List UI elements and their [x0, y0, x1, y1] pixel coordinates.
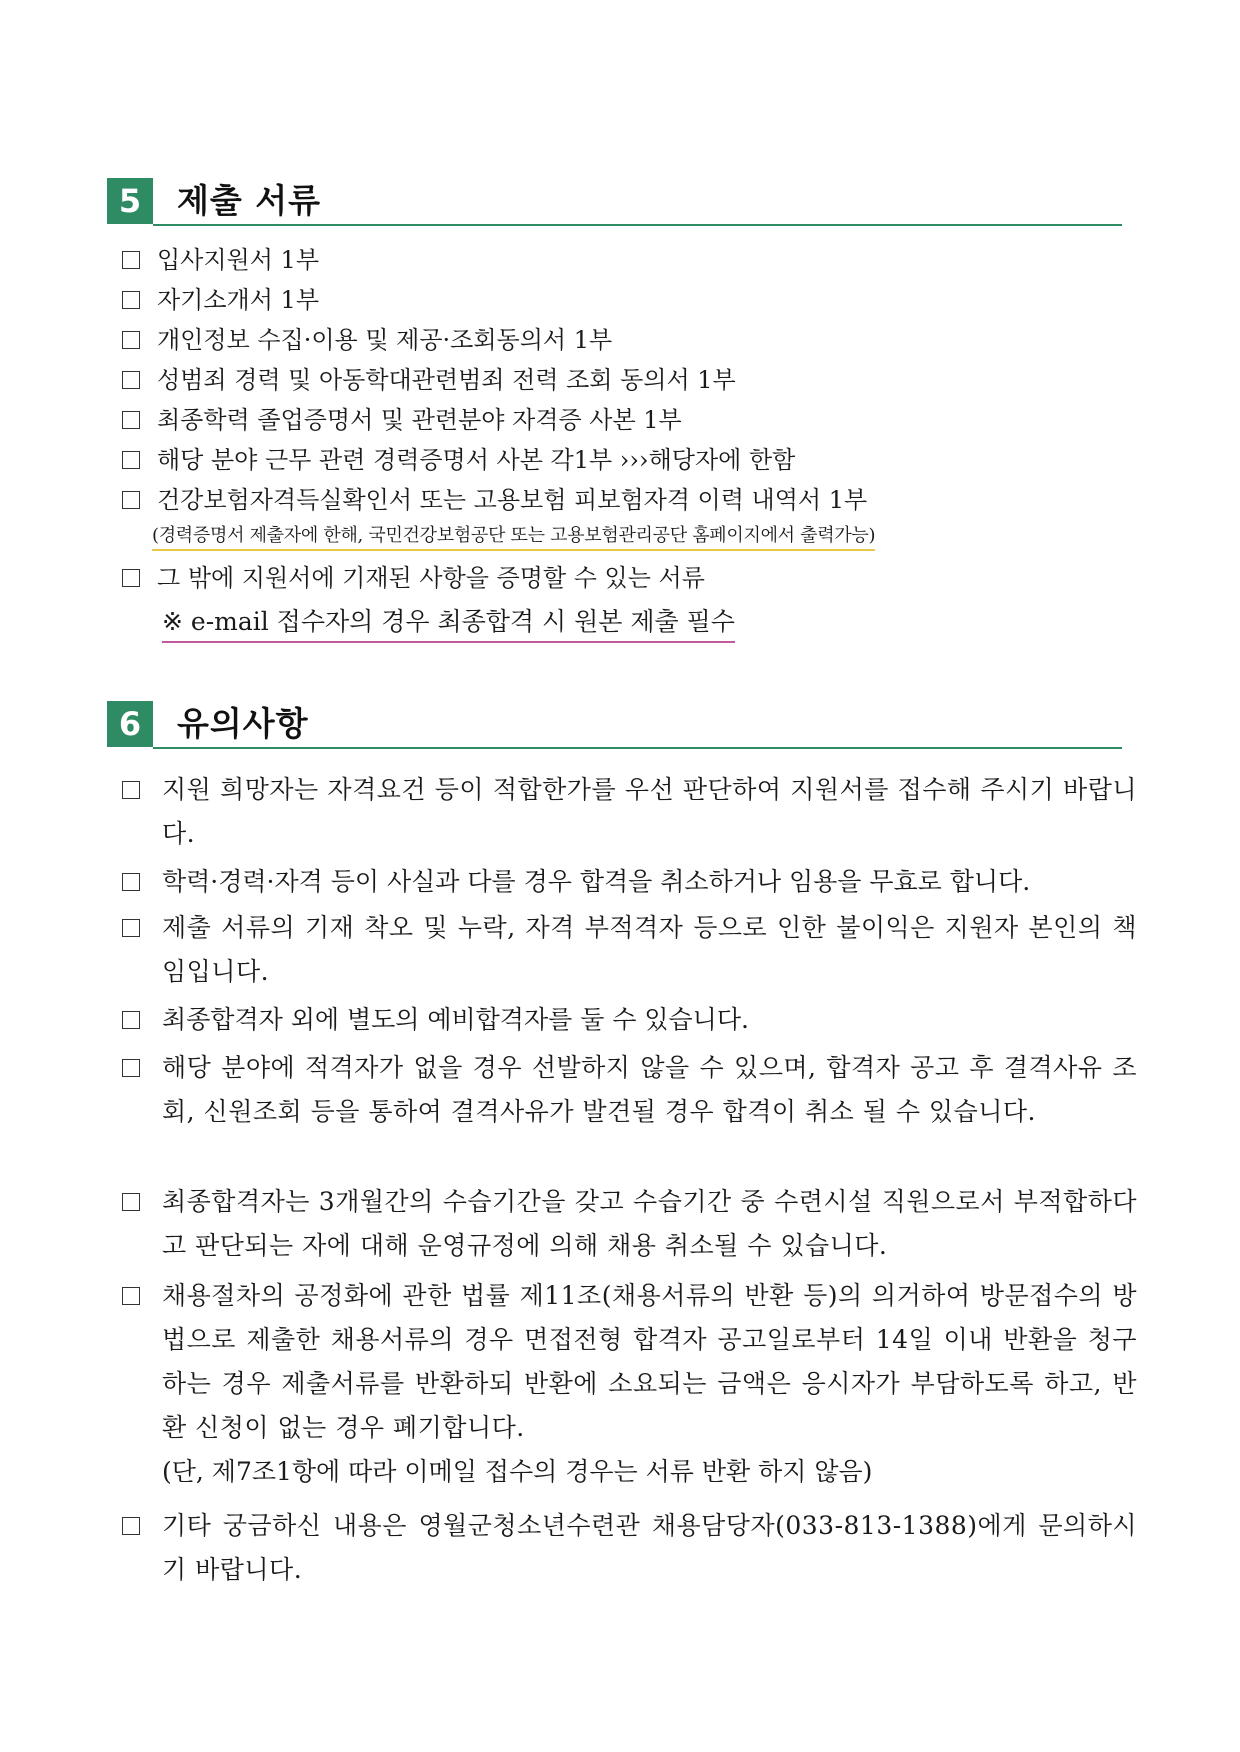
notice-item-6: 최종합격자는 3개월간의 수습기간을 갖고 수습기간 중 수련시설 직원으로서 부적합하다고 판단되는 자에 대해 운영규정에 의해 채용 취소될 수 있습니다.: [122, 1180, 1137, 1268]
checkbox-icon: [122, 1011, 140, 1029]
notice-item-2: 학력·경력·자격 등이 사실과 다를 경우 합격을 취소하거나 임용을 무효로 합니다.: [122, 860, 1137, 904]
email-requirement-note: ※ e-mail 접수자의 경우 최종합격 시 원본 제출 필수: [162, 605, 735, 643]
section-5-divider: [153, 224, 1122, 226]
notice-item-5: 해당 분야에 적격자가 없을 경우 선발하지 않을 수 있으며, 합격자 공고 후 결격사유 조회, 신원조회 등을 통하여 결격사유가 발견될 경우 합격이 취소 될 수 있습니다.: [122, 1046, 1137, 1134]
notice-item-7: 채용절차의 공정화에 관한 법률 제11조(채용서류의 반환 등)의 의거하여 방문접수의 방법으로 제출한 채용서류의 경우 면접전형 합격자 공고일로부터 14일 이내 반환을 청구하는 경우 제출서류를 반환하되 반환에 소요되는 금액은 응시자가 부담하도록 하고, 반환 신청이 없는 경우 폐기합니다. (단, 제7조1항에 따라 이메일 접수의 경우는 서류 반환 하지 않음): [122, 1274, 1137, 1494]
notice-item-8: 기타 궁금하신 내용은 영월군청소년수련관 채용담당자(033-813-1388)에게 문의하시기 바랍니다.: [122, 1504, 1137, 1592]
checkbox-icon: [122, 873, 140, 891]
checkbox-icon: [122, 451, 140, 469]
checkbox-icon: [122, 371, 140, 389]
checkbox-icon: [122, 1059, 140, 1077]
notice-item-3: 제출 서류의 기재 착오 및 누락, 자격 부적격자 등으로 인한 불이익은 지원자 본인의 책임입니다.: [122, 906, 1137, 994]
checkbox-icon: [122, 1517, 140, 1535]
checkbox-icon: [122, 1287, 140, 1305]
section-5-number: 5: [107, 178, 153, 224]
checkbox-icon: [122, 491, 140, 509]
document-note: (경력증명서 제출자에 한해, 국민건강보험공단 또는 고용보험관리공단 홈페이지에서 출력가능): [152, 524, 875, 551]
notice-item-4: 최종합격자 외에 별도의 예비합격자를 둘 수 있습니다.: [122, 998, 1137, 1042]
checkbox-icon: [122, 291, 140, 309]
notice-item-7-sub: (단, 제7조1항에 따라 이메일 접수의 경우는 서류 반환 하지 않음): [162, 1457, 873, 1486]
checkbox-icon: [122, 781, 140, 799]
section-6-header: [107, 701, 1122, 747]
checkbox-icon: [122, 411, 140, 429]
section-5-title: 제출 서류: [177, 181, 322, 220]
checkbox-icon: [122, 569, 140, 587]
checkbox-icon: [122, 251, 140, 269]
section-5-header: [107, 178, 1122, 224]
checkbox-icon: [122, 1193, 140, 1211]
section-6-number: 6: [107, 701, 153, 747]
checkbox-icon: [122, 331, 140, 349]
section-6-divider: [153, 747, 1122, 749]
notice-item-1: 지원 희망자는 자격요건 등이 적합한가를 우선 판단하여 지원서를 접수해 주시기 바랍니다.: [122, 768, 1137, 856]
section-6-title: 유의사항: [177, 704, 309, 743]
checkbox-icon: [122, 919, 140, 937]
document-page: 5 제출 서류 입사지원서 1부 자기소개서 1부 개인정보 수집·이용 및 제공·조회동의서 1부 성범죄 경력 및 아동학대관련범죄 전력 조회 동의서 1부 최종학력 졸업증명서 및 관련분야 자격증 사본 1부 해당 분야 근무 관련 경력증명서 사본 각1부 ›››해당자에 한함 건강보험자격득실확인서 또는 고용보험 피보험자격 이력 내역서 1부 (경력증명서 제출자에 한해, 국민건강보험공단 또는 고용보험관리공단 홈페이지에서 출력가능) 그 밖에 지원서에 기재된 사항을 증명할 수 있는 서류 ※ e-mail 접수자의 경우 최종합격 시 원본 제출 필수 6 유의사항 지원 희망자는 자격요건 등이 적합한가를 우선 판단하여 지원서를 접수해 주시기 바랍니다. 학력·경력·자격 등이 사실과 다를 경우 합격을 취소하거나 임용을 무효로 합니다. 제출 서류의 기재 착오 및 누락, 자격 부적격자 등으로 인한 불이익은 지원자 본인의 책임입니다. 최종합격자 외에 별도의 예비합격자를 둘 수 있습니다. 해당 분야에 적격자가 없을 경우 선발하지 않을 수 있으며, 합격자 공고 후 결격사유 조회, 신원조회 등을 통하여 결격사유가 발견될 경우 합격이 취소 될 수 있습니다. 최종합격자는 3개월간의 수습기간을 갖고 수습기간 중 수련시설 직원으로서 부적합하다고 판단되는 자에 대해 운영규정에 의해 채용 취소될 수 있습니다. 채용절차의 공정화에 관한 법률 제11조(채용서류의 반환 등)의 의거하여 방문접수의 방법으로 제출한 채용서류의 경우 면접전형 합격자 공고일로부터 14일 이내 반환을 청구하는 경우 제출서류를 반환하되 반환에 소요되는 금액은 응시자가 부담하도록 하고, 반환 신청이 없는 경우 폐기합니다. (단, 제7조1항에 따라 이메일 접수의 경우는 서류 반환 하지 않음) 기타 궁금하신 내용은 영월군청소년수련관 채용담당자(033-813-1388)에게 문의하시기 바랍니다.: [0, 0, 1240, 1752]
